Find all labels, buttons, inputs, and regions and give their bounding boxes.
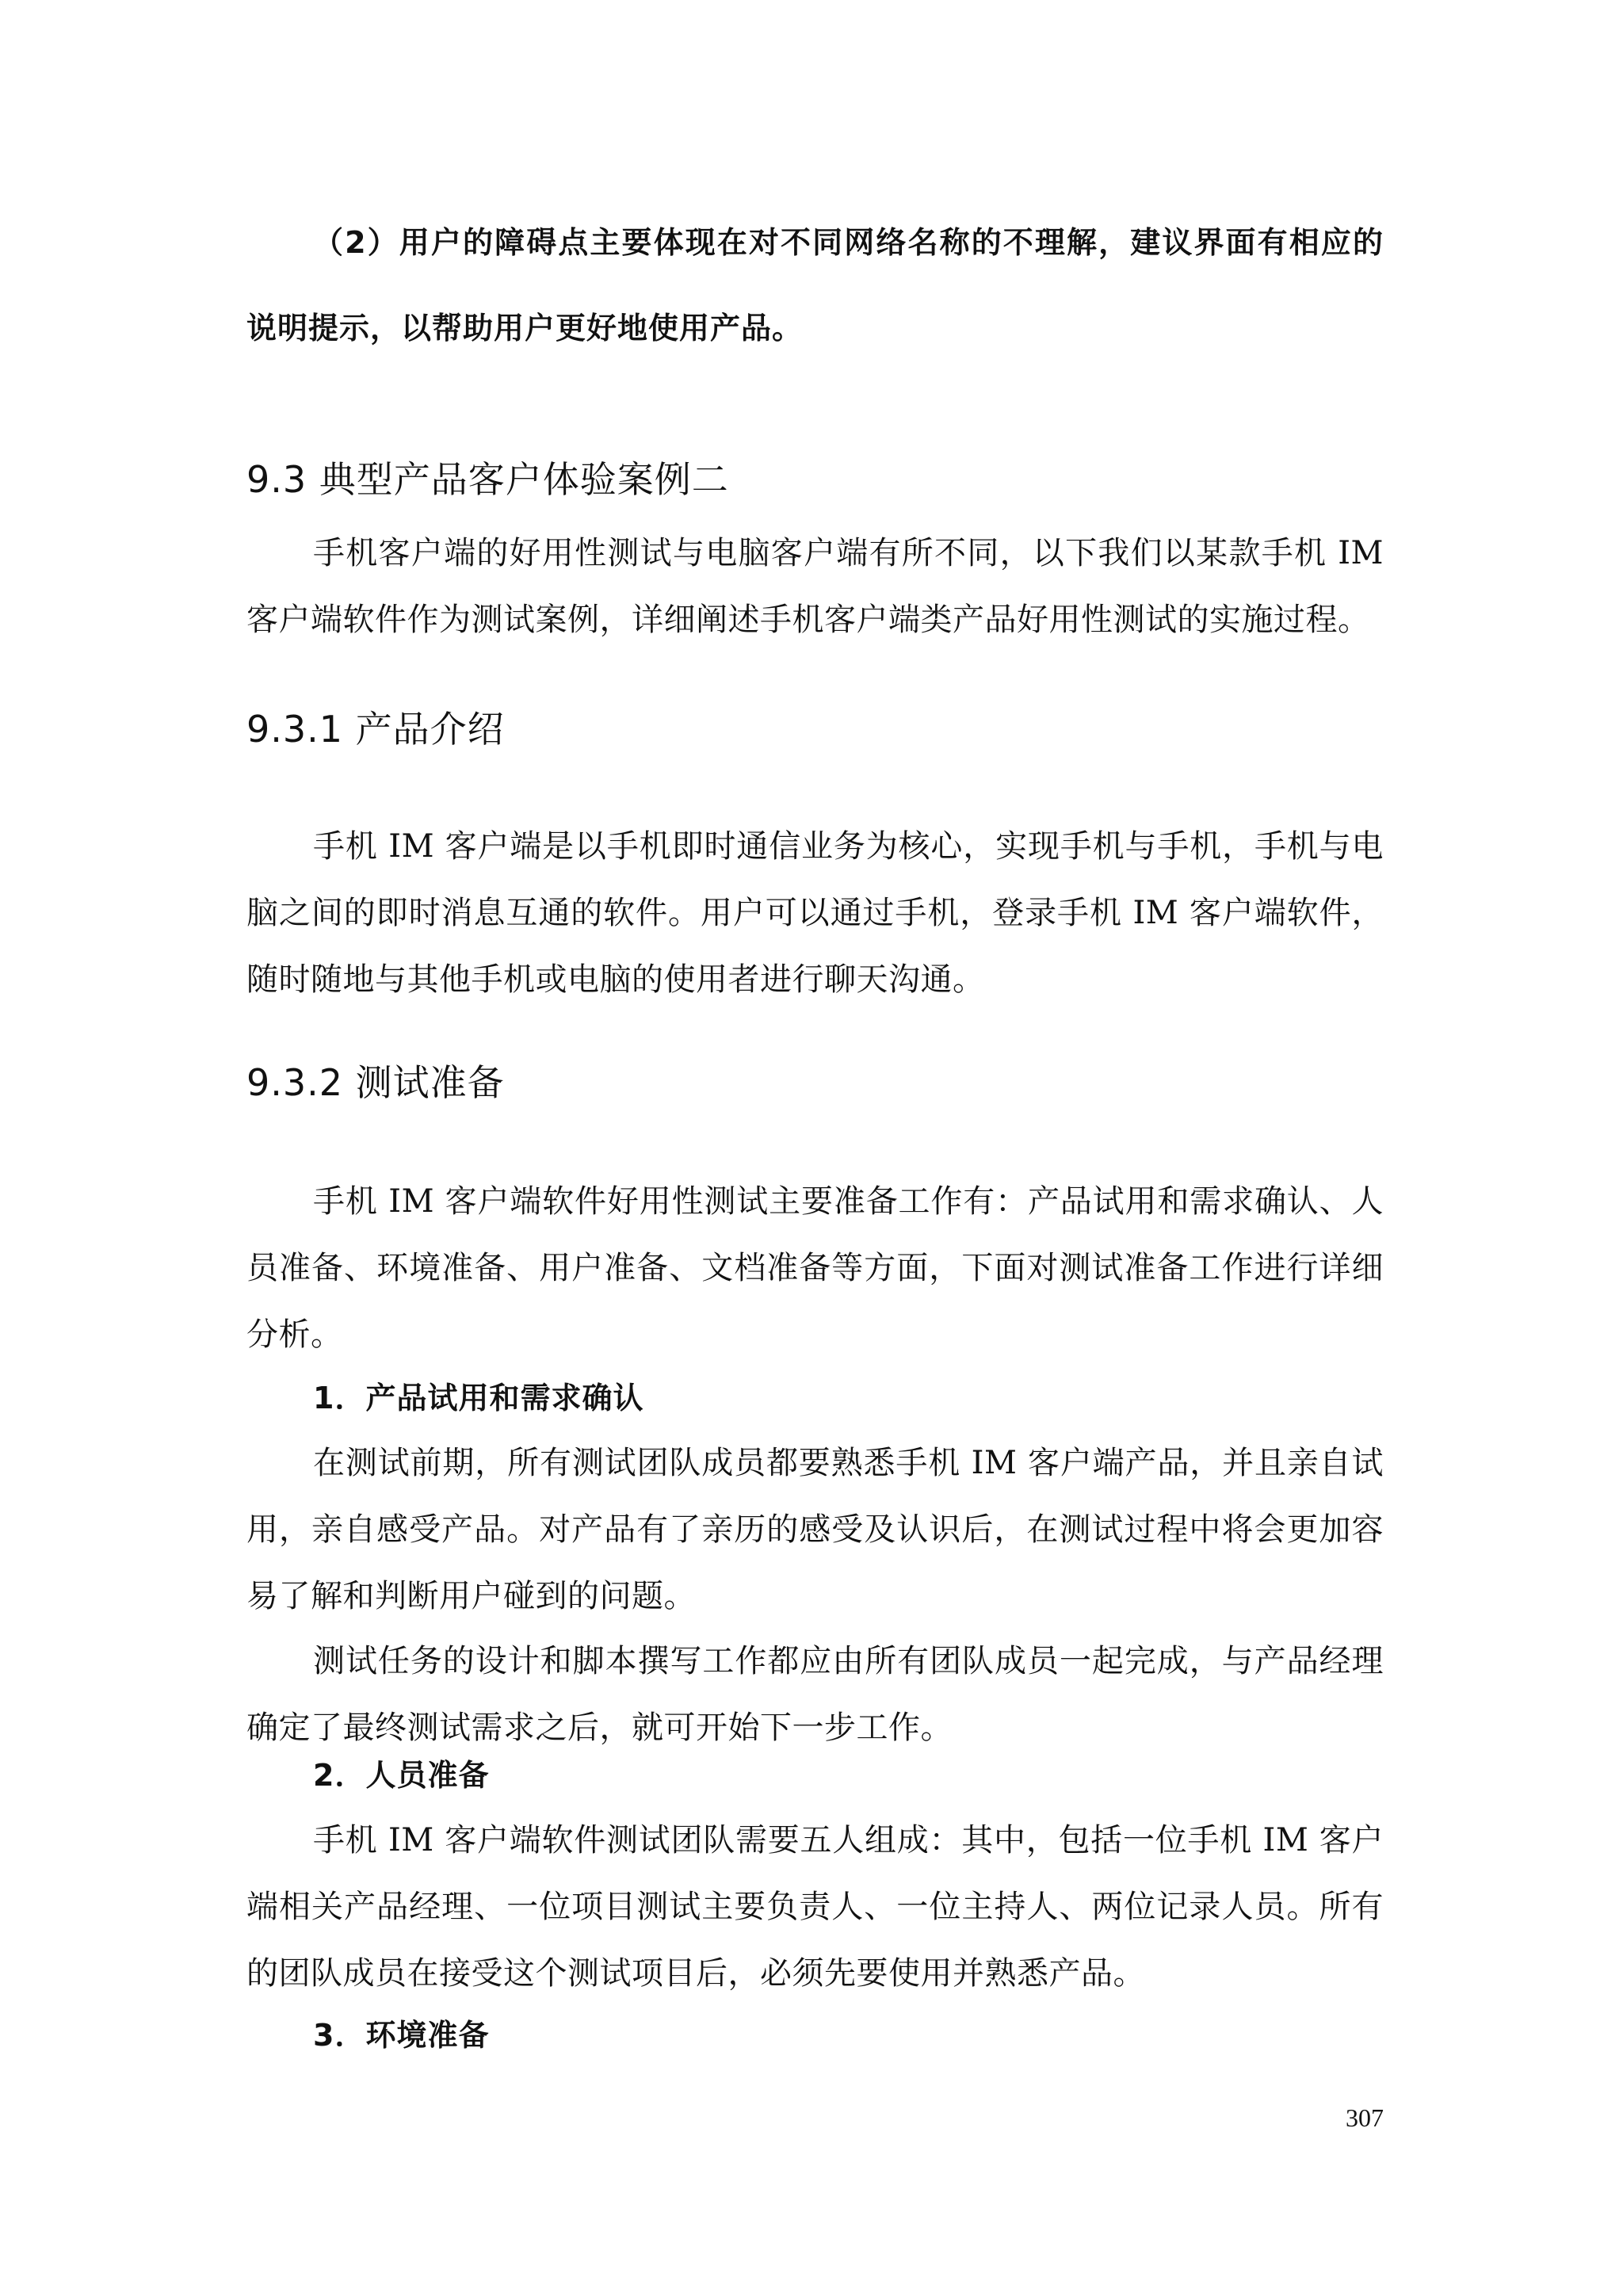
staffing-paragraph: 手机 IM 客户端软件测试团队需要五人组成：其中，包括一位手机 IM 客户端相关产品经理、一位项目测试主要负责人、一位主持人、两位记录人员。所有的团队成员在接受这个测试项目后，必须先要使用并熟悉产品。 — [246, 1822, 1384, 1992]
product-trial-paragraph: 在测试前期，所有测试团队成员都要熟悉手机 IM 客户端产品，并且亲自试用，亲自感受产品。对产品有了亲历的感受及认识后，在测试过程中将会更加容易了解和判断用户碰到的问题。 — [246, 1445, 1384, 1614]
item-heading-environment: 3．环境准备 — [313, 2018, 490, 2053]
item-heading-staffing: 2．人员准备 — [313, 1758, 490, 1793]
product-intro-paragraph: 手机 IM 客户端是以手机即时通信业务为核心，实现手机与手机，手机与电脑之间的即时消息互通的软件。用户可以通过手机，登录手机 IM 客户端软件，随时随地与其他手机或电脑的使用者进行聊天沟通。 — [246, 828, 1384, 998]
subsection-title-product-intro: 9.3.1 产品介绍 — [246, 708, 505, 751]
subsection-title-test-prep: 9.3.2 测试准备 — [246, 1061, 505, 1104]
page-number: 307 — [1346, 2103, 1384, 2132]
script-design-paragraph: 测试任务的设计和脚本撰写工作都应由所有团队成员一起完成，与产品经理确定了最终测试需求之后，就可开始下一步工作。 — [246, 1643, 1384, 1746]
section-paragraph: 手机客户端的好用性测试与电脑客户端有所不同，以下我们以某款手机 IM 客户端软件作为测试案例，详细阐述手机客户端类产品好用性测试的实施过程。 — [246, 535, 1384, 638]
test-prep-paragraph: 手机 IM 客户端软件好用性测试主要准备工作有：产品试用和需求确认、人员准备、环境准备、用户准备、文档准备等方面，下面对测试准备工作进行详细分析。 — [246, 1183, 1384, 1353]
item-heading-product-trial: 1．产品试用和需求确认 — [313, 1381, 644, 1415]
intro-paragraph: （2）用户的障碍点主要体现在对不同网络名称的不理解，建议界面有相应的说明提示，以帮助用户更好地使用产品。 — [246, 225, 1384, 346]
section-title: 9.3 典型产品客户体验案例二 — [246, 458, 729, 501]
